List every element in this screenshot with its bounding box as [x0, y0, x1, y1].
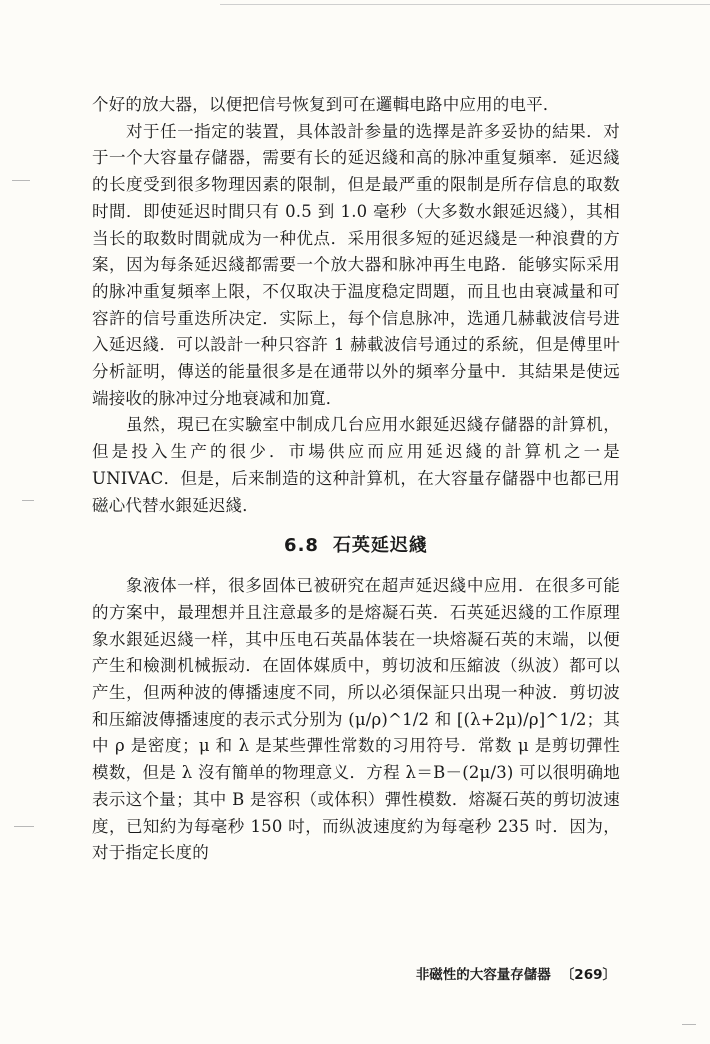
page-body [92, 92, 620, 867]
running-title: 非磁性的大容量存儲器 [415, 967, 551, 983]
top-border-line [220, 4, 710, 5]
paragraph-design-parameters: 对于任一指定的装置，具体設計参量的选擇是許多妥协的結果．对于一个大容量存儲器，需要有长的延迟綫和高的脉冲重复頻率．延迟綫的长度受到很多物理因素的限制，但是最严重的限制是所存信息的取数时間．即使延迟时間只有 0.5 到 1.0 毫秒（大多数水銀延迟綫），其相当长的取数时間就成为一种优点．采用很多短的延迟綫是一种浪費的方案，因为每条延迟綫都需要一个放大器和脉冲再生电路．能够实际采用的脉冲重复頻率上限，不仅取决于温度稳定問題，而且也由衰减量和可容許的信号重迭所决定．实际上，每个信息脉冲，选通几赫載波信号进入延迟綫．可以設計一种只容許 1 赫載波信号通过的系統，但是傅里叶分析証明，傳送的能量很多是在通带以外的頻率分量中．其結果是使远端接收的脉冲过分地衰减和加寬． [92, 121, 620, 408]
page-number: 〔269〕 [560, 967, 616, 983]
section-title: 石英延迟綫 [332, 535, 428, 557]
section-number: 6.8 [284, 535, 319, 557]
paragraph-univac: 虽然，現已在实驗室中制成几台应用水銀延迟綫存儲器的計算机，但是投入生产的很少．市場供应而应用延迟綫的計算机之一是 UNIVAC．但是，后来制造的这种計算机，在大容量存儲器中也都已用磁心代替水銀延迟綫． [92, 415, 620, 515]
section-heading [92, 519, 620, 573]
margin-mark [14, 826, 34, 827]
page-footer [92, 963, 616, 983]
margin-mark [12, 180, 30, 181]
margin-mark [22, 500, 34, 501]
margin-mark [682, 1024, 696, 1025]
paragraph-quartz-delay-line: 象液体一样，很多固体已被研究在超声延迟綫中应用．在很多可能的方案中，最理想并且注意最多的是熔凝石英．石英延迟綫的工作原理象水銀延迟綫一样，其中压电石英晶体装在一块熔凝石英的末端，以便产生和檢測机械振动．在固体媒质中，剪切波和压縮波（纵波）都可以产生，但两种波的傳播速度不同，所以必須保証只出現一种波．剪切波和压縮波傳播速度的表示式分别为 (μ/ρ)^1/2 和 [(λ+2μ)/ρ]^1/2；其中 ρ 是密度；μ 和 λ 是某些彈性常数的习用符号．常数 μ 是剪切彈性模数，但是 λ 沒有簡单的物理意义．方程 λ＝B－(2μ/3) 可以很明确地表示这个量；其中 B 是容积（或体积）彈性模数．熔凝石英的剪切波速度，已知約为每毫秒 150 吋，而纵波速度約为每毫秒 235 吋．因为，对于指定长度的 [92, 576, 620, 863]
paragraph-continuation: 个好的放大器，以便把信号恢复到可在邏輯电路中应用的电平． [92, 95, 560, 114]
